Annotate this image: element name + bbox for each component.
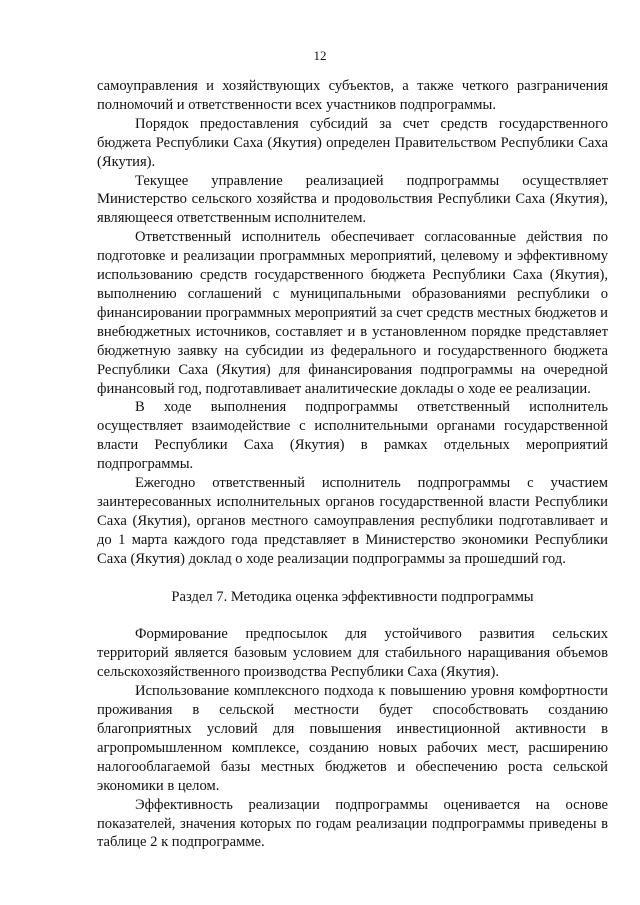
paragraph: самоуправления и хозяйствующих субъектов, а также четкого разграничения полномочий и ответственности всех участников подпрограммы. [97, 78, 608, 113]
paragraph: Текущее управление реализацией подпрограммы осуществляет Министерство сельского хозяйства и продовольствия Республики Саха (Якутия), являющееся ответственным исполнителем. [97, 172, 608, 227]
paragraph: Формирование предпосылок для устойчивого развития сельских территорий является базовым условием для стабильного наращивания объемов сельскохозяйственного производства Республики Саха (Якутия). [97, 626, 608, 681]
paragraph: Ответственный исполнитель обеспечивает согласованные действия по подготовке и реализации программных мероприятий, целевому и эффективному использованию средств государственного бюджета Республики Саха (Якутия), выполнению соглашений с муниципальными образованиями республики о финансировании программных мероприятий за счет средств местных бюджетов и внебюджетных источников, составляет и в установленном порядке представляет бюджетную заявку на субсидии из федерального и государственного бюджета Республики Саха (Якутия) для финансирования подпрограммы на очередной финансовый год, подготавливает аналитические доклады о ходе ее реализации. [97, 229, 608, 397]
paragraph: Порядок предоставления субсидий за счет средств государственного бюджета Республики Саха (Якутия) определен Правительством Республики Саха (Якутия). [97, 115, 608, 170]
page-body [97, 77, 608, 852]
page-number: 12 [313, 48, 327, 63]
paragraph: Эффективность реализации подпрограммы оценивается на основе показателей, значения которых по годам реализации подпрограммы приведены в таблице 2 к подпрограмме. [97, 796, 608, 851]
paragraph: Использование комплексного подхода к повышению уровня комфортности проживания в сельской местности будет способствовать созданию благоприятных условий для повышения инвестиционной активности в агропромышленном комплексе, созданию новых рабочих мест, расширению налогооблагаемой базы местных бюджетов и обеспечению роста сельской экономики в целом. [97, 683, 608, 794]
paragraph: В ходе выполнения подпрограммы ответственный исполнитель осуществляет взаимодействие с исполнительными органами государственной власти Республики Саха (Якутия) в рамках отдельных мероприятий подпрограммы. [97, 399, 608, 473]
paragraph: Ежегодно ответственный исполнитель подпрограммы с участием заинтересованных исполнительных органов государственной власти Республики Саха (Якутия), органов местного самоуправления республики подготавливает и до 1 марта каждого года представляет в Министерство экономики Республики Саха (Якутия) доклад о ходе реализации подпрограммы за прошедший год. [97, 475, 608, 567]
section-heading: Раздел 7. Методика оценка эффективности подпрограммы [171, 588, 534, 605]
